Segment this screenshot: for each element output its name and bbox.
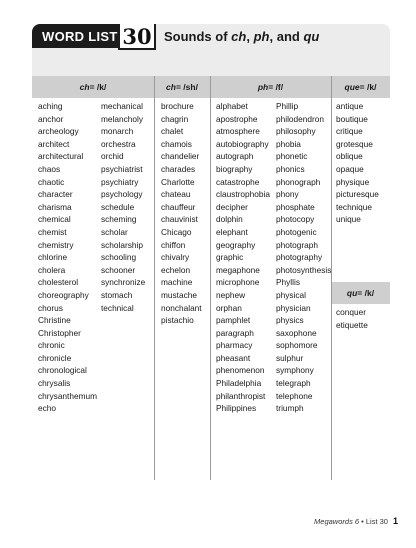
list-number: 30 (118, 24, 156, 50)
title-banner (32, 24, 390, 48)
word-item: Charlotte (161, 176, 195, 187)
word-item: psychiatrist (101, 163, 143, 174)
word-item: physician (276, 302, 311, 313)
word-list-ch-k-2 (101, 100, 145, 314)
col-head-ch-sh (154, 76, 210, 98)
word-item: Philippines (216, 403, 257, 414)
word-item: elephant (216, 226, 248, 237)
word-item: chaotic (38, 176, 65, 187)
col-head-sound: = /f/ (268, 82, 284, 92)
word-list-ch-sh (161, 100, 202, 327)
word-item: autobiography (216, 138, 269, 149)
word-item: chamois (161, 138, 192, 149)
word-item: alphabet (216, 101, 248, 111)
word-item: photocopy (276, 214, 315, 225)
col-head-que-k (331, 76, 390, 98)
word-item: architectural (38, 151, 84, 162)
title-prefix: Sounds of (164, 28, 228, 44)
word-item: anchor (38, 113, 64, 124)
word-item: graphic (216, 252, 244, 263)
word-item: telephone (276, 390, 313, 401)
col-head-sound: = /sh/ (175, 82, 198, 92)
word-item: orchestra (101, 138, 136, 149)
page-footer (314, 516, 398, 526)
word-item: chorus (38, 302, 63, 313)
word-item: dolphin (216, 214, 243, 225)
column-divider (154, 76, 155, 480)
title-ph: ph (253, 28, 270, 44)
word-item: etiquette (336, 319, 368, 330)
word-item: symphony (276, 365, 314, 376)
word-item: chrysalis (38, 378, 71, 389)
word-item: monarch (101, 126, 134, 137)
word-item: Phillip (276, 101, 299, 111)
word-item: technique (336, 201, 372, 212)
word-item: chagrin (161, 113, 189, 124)
word-item: chauffeur (161, 201, 196, 212)
word-item: archeology (38, 126, 79, 137)
word-item: claustrophobia (216, 189, 270, 200)
word-item: phonics (276, 163, 305, 174)
word-item: sophomore (276, 340, 318, 351)
word-item: physical (276, 289, 306, 300)
word-item: catastrophe (216, 176, 260, 187)
word-item: chronological (38, 365, 87, 376)
word-item: character (38, 189, 73, 200)
word-item: opaque (336, 163, 364, 174)
word-item: chauvinist (161, 214, 198, 225)
word-item: photography (276, 252, 323, 263)
footer-book: Megawords 6 (314, 517, 360, 526)
word-item: schedule (101, 201, 135, 212)
word-item: chemistry (38, 239, 74, 250)
word-item: schooner (101, 264, 136, 275)
word-item: scholar (101, 226, 128, 237)
word-list-qu-k (336, 306, 368, 331)
word-item: scheming (101, 214, 137, 225)
word-list-ph-f-2 (276, 100, 331, 415)
word-item: chemical (38, 214, 71, 225)
word-item: phony (276, 189, 299, 200)
word-item: philodendron (276, 113, 324, 124)
word-item: saxophone (276, 327, 317, 338)
word-item: grotesque (336, 138, 373, 149)
word-item: schooling (101, 252, 137, 263)
word-item: critique (336, 126, 363, 137)
word-item: pharmacy (216, 340, 253, 351)
col-head-ph-f (210, 76, 331, 98)
word-item: cholesterol (38, 277, 79, 288)
word-list-ch-k-1 (38, 100, 97, 415)
word-list-que-k (336, 100, 379, 226)
word-item: echo (38, 403, 56, 414)
word-item: telegraph (276, 378, 311, 389)
word-item: physics (276, 315, 304, 326)
word-item: microphone (216, 277, 260, 288)
col-head-letters: ch (79, 82, 90, 92)
word-item: decipher (216, 201, 248, 212)
word-item: conquer (336, 307, 366, 317)
word-item: phosphate (276, 201, 315, 212)
col-head-letters: qu (346, 288, 358, 298)
col-head-sound: = /k/ (89, 82, 107, 92)
word-item: photograph (276, 239, 318, 250)
word-item: geography (216, 239, 256, 250)
word-item: Philadelphia (216, 378, 262, 389)
word-item: chlorine (38, 252, 68, 263)
word-item: melancholy (101, 113, 143, 124)
word-item: phenomenon (216, 365, 265, 376)
word-item: physique (336, 176, 370, 187)
word-item: brochure (161, 101, 194, 111)
word-item: orchid (101, 151, 124, 162)
word-item: Phyllis (276, 277, 300, 288)
word-item: chalet (161, 126, 184, 137)
word-item: chrysanthemum (38, 390, 98, 401)
word-item: psychology (101, 189, 143, 200)
word-item: pistachio (161, 315, 194, 326)
word-item: Christine (38, 315, 71, 326)
word-item: aching (38, 101, 63, 111)
word-item: phobia (276, 138, 301, 149)
word-list-page (32, 24, 390, 510)
word-item: chiffon (161, 239, 186, 250)
word-item: photosynthesis (276, 264, 332, 275)
word-item: phonograph (276, 176, 321, 187)
word-item: chivalry (161, 252, 190, 263)
word-item: Chicago (161, 226, 192, 237)
word-item: autograph (216, 151, 254, 162)
word-item: technical (101, 302, 134, 313)
word-item: choreography (38, 289, 89, 300)
col-head-ch-k (32, 76, 154, 98)
word-item: Christopher (38, 327, 81, 338)
title-ch: ch (231, 28, 247, 44)
footer-list: List 30 (365, 517, 388, 526)
word-item: triumph (276, 403, 304, 414)
word-item: stomach (101, 289, 133, 300)
column-divider (210, 76, 211, 480)
word-item: chronicle (38, 352, 72, 363)
word-item: sulphur (276, 352, 304, 363)
page-title (164, 24, 319, 48)
word-item: philosophy (276, 126, 316, 137)
col-head-letters: que (344, 82, 360, 92)
word-list-ph-f-1 (216, 100, 270, 415)
word-item: mechanical (101, 101, 143, 111)
word-item: synchronize (101, 277, 146, 288)
word-item: architect (38, 138, 70, 149)
word-item: paragraph (216, 327, 254, 338)
word-item: chemist (38, 226, 67, 237)
word-item: scholarship (101, 239, 143, 250)
word-item: pamphlet (216, 315, 251, 326)
word-item: atmosphere (216, 126, 260, 137)
word-item: machine (161, 277, 193, 288)
col-head-qu-k (331, 282, 390, 304)
col-head-sound: = /k/ (357, 288, 375, 298)
word-item: boutique (336, 113, 368, 124)
word-item: megaphone (216, 264, 260, 275)
word-item: charisma (38, 201, 72, 212)
footer-sep: • (359, 517, 366, 526)
word-item: nonchalant (161, 302, 202, 313)
word-item: echelon (161, 264, 191, 275)
word-item: apostrophe (216, 113, 258, 124)
title-sep2: , and (269, 28, 300, 44)
word-item: philanthropist (216, 390, 266, 401)
word-item: biography (216, 163, 253, 174)
col-head-sound: = /k/ (359, 82, 377, 92)
title-sep1: , (246, 28, 250, 44)
word-item: chateau (161, 189, 191, 200)
word-item: psychiatry (101, 176, 139, 187)
word-item: pheasant (216, 352, 251, 363)
page-number: 1 (392, 516, 398, 526)
word-item: picturesque (336, 189, 379, 200)
col-head-letters: ph (257, 82, 269, 92)
word-item: chronic (38, 340, 65, 351)
col-head-letters: ch (166, 82, 176, 92)
word-item: unique (336, 214, 361, 225)
word-item: phonetic (276, 151, 308, 162)
word-item: antique (336, 101, 364, 111)
word-item: oblique (336, 151, 363, 162)
word-item: mustache (161, 289, 197, 300)
word-item: cholera (38, 264, 66, 275)
word-item: photogenic (276, 226, 317, 237)
title-qu: qu (303, 28, 320, 44)
word-item: chandelier (161, 151, 200, 162)
word-item: nephew (216, 289, 246, 300)
word-list-label: WORD LIST (32, 24, 120, 48)
word-item: chaos (38, 163, 61, 174)
word-item: orphan (216, 302, 242, 313)
word-item: charades (161, 163, 196, 174)
